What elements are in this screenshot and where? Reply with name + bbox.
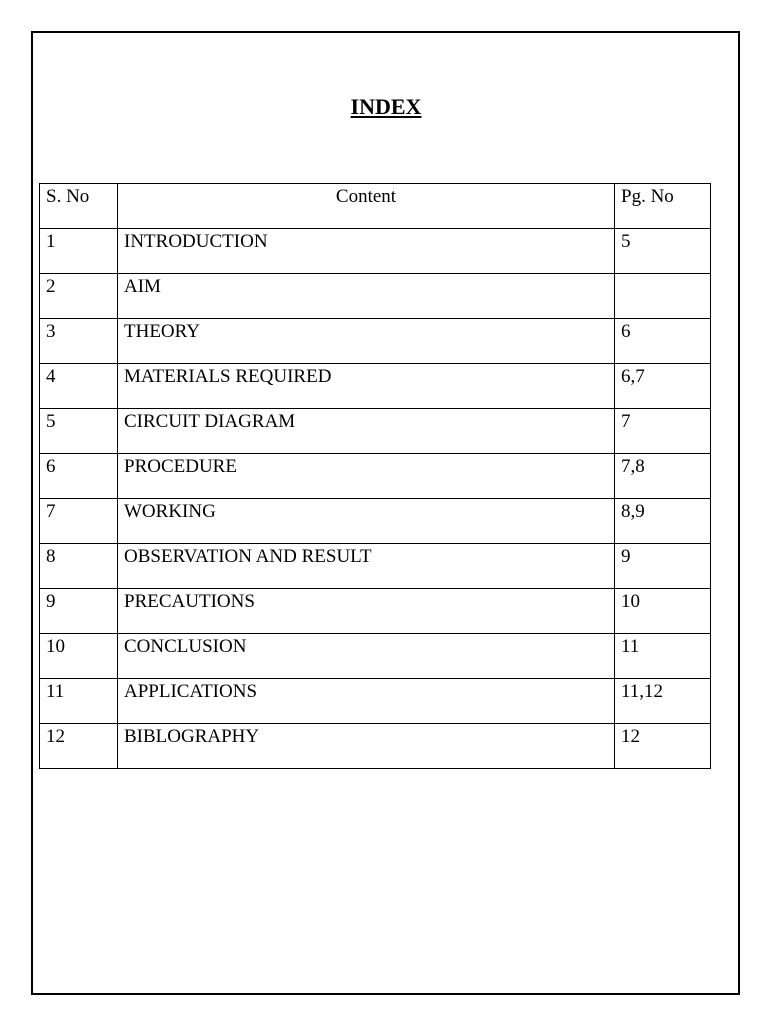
cell-page: 11,12 (615, 679, 711, 724)
cell-sno: 5 (40, 409, 118, 454)
cell-page: 12 (615, 724, 711, 769)
cell-content: PROCEDURE (118, 454, 615, 499)
cell-sno: 10 (40, 634, 118, 679)
cell-page: 5 (615, 229, 711, 274)
cell-page: 7 (615, 409, 711, 454)
cell-content: INTRODUCTION (118, 229, 615, 274)
cell-content: WORKING (118, 499, 615, 544)
cell-content: CONCLUSION (118, 634, 615, 679)
cell-sno: 1 (40, 229, 118, 274)
cell-content: BIBLOGRAPHY (118, 724, 615, 769)
table-row (40, 274, 711, 319)
table-header-row (40, 184, 711, 229)
table-row (40, 229, 711, 274)
cell-page: 9 (615, 544, 711, 589)
table-row (40, 319, 711, 364)
header-sno: S. No (40, 184, 118, 229)
cell-page (615, 274, 711, 319)
cell-content: CIRCUIT DIAGRAM (118, 409, 615, 454)
cell-page: 6 (615, 319, 711, 364)
table-row (40, 454, 711, 499)
cell-page: 11 (615, 634, 711, 679)
table-row (40, 409, 711, 454)
page-title: INDEX (350, 94, 422, 119)
cell-content: AIM (118, 274, 615, 319)
cell-page: 7,8 (615, 454, 711, 499)
table-row (40, 544, 711, 589)
cell-sno: 6 (40, 454, 118, 499)
cell-sno: 12 (40, 724, 118, 769)
table-row (40, 499, 711, 544)
cell-sno: 7 (40, 499, 118, 544)
cell-sno: 3 (40, 319, 118, 364)
table-row (40, 589, 711, 634)
cell-content: MATERIALS REQUIRED (118, 364, 615, 409)
cell-sno: 11 (40, 679, 118, 724)
table-row (40, 724, 711, 769)
cell-content: APPLICATIONS (118, 679, 615, 724)
cell-sno: 4 (40, 364, 118, 409)
cell-content: PRECAUTIONS (118, 589, 615, 634)
header-page: Pg. No (615, 184, 711, 229)
cell-sno: 8 (40, 544, 118, 589)
cell-page: 8,9 (615, 499, 711, 544)
table-row (40, 679, 711, 724)
cell-sno: 9 (40, 589, 118, 634)
cell-page: 6,7 (615, 364, 711, 409)
cell-content: THEORY (118, 319, 615, 364)
cell-sno: 2 (40, 274, 118, 319)
cell-content: OBSERVATION AND RESULT (118, 544, 615, 589)
index-table (39, 183, 711, 769)
table-row (40, 634, 711, 679)
header-content: Content (118, 184, 615, 229)
table-row (40, 364, 711, 409)
cell-page: 10 (615, 589, 711, 634)
